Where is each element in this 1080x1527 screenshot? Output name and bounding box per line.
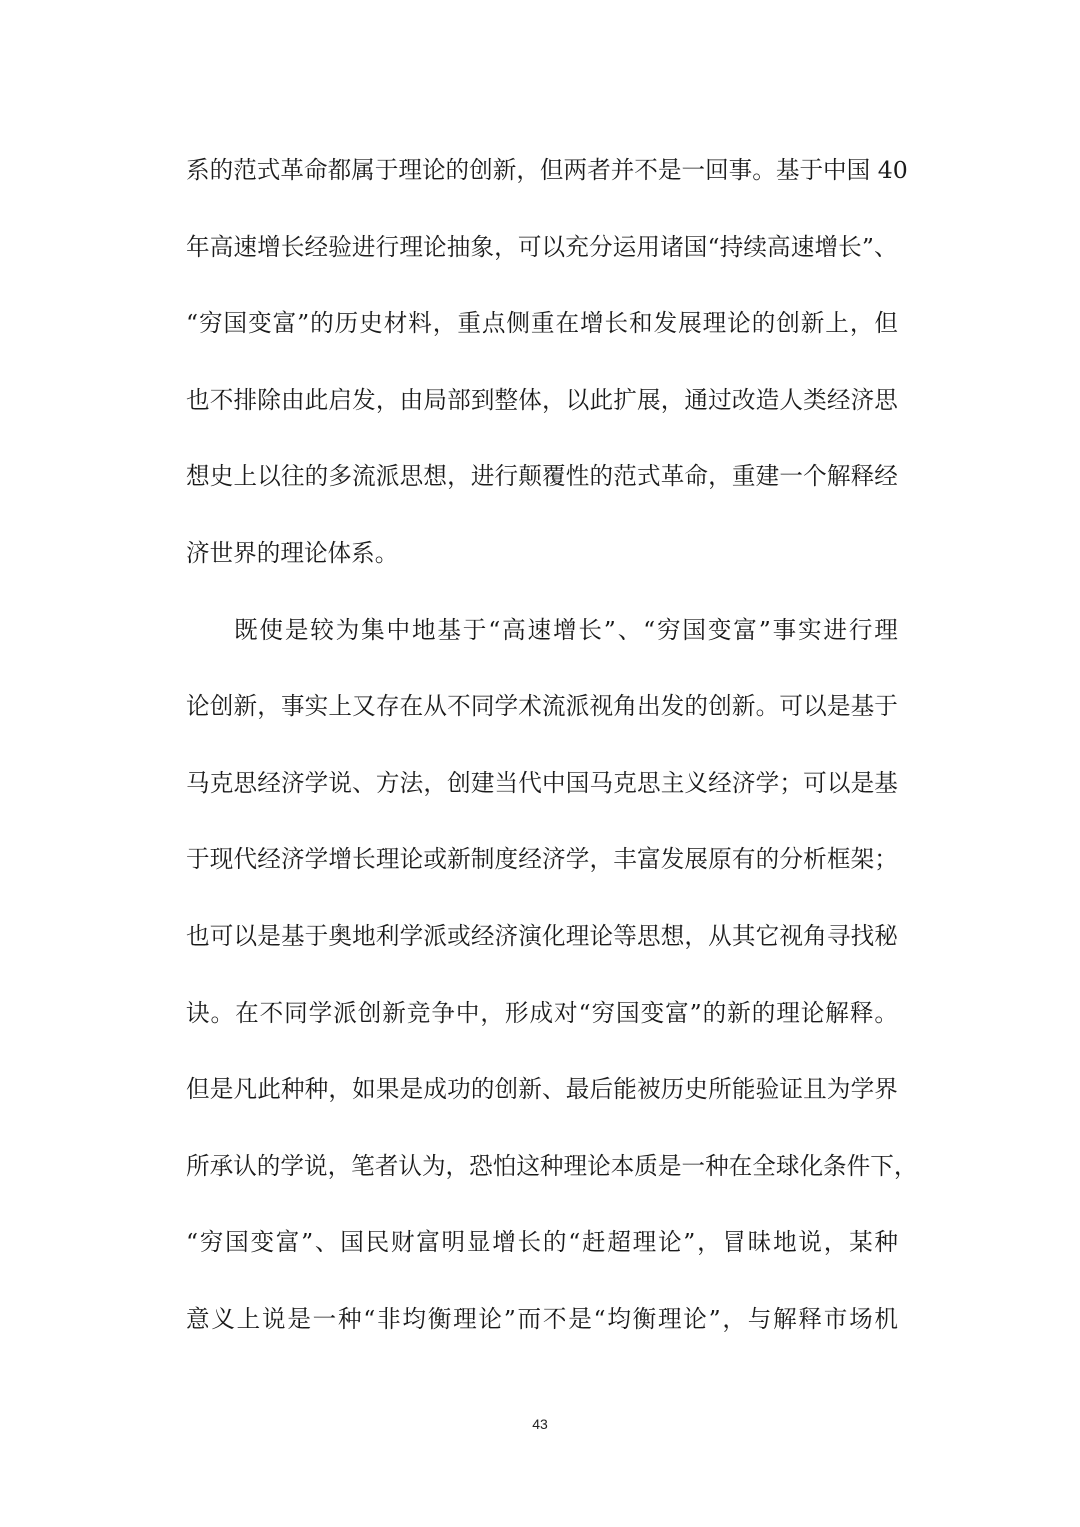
text-line: 但 是 凡 此 种 种 ， 如 果 是 成 功 的 创 新 、 最 后 能 被 历 史 所 能 验 证 且 为 学 界 [186,1075,898,1104]
body-text [186,140,918,1366]
text-line: 于 现 代 经 济 学 增 长 理 论 或 新 制 度 经 济 学 ， 丰 富 发 展 原 有 的 分 析 框 架 ； [186,845,898,874]
text-line: 济世界的理论体系。 [186,538,399,567]
text-line: 既 使 是 较 为 集 中 地 基 于 “ 高 速 增 长 ” 、 “ 穷 国 变 富 ” 事 实 进 行 理 [234,615,898,644]
text-line: 也 可 以 是 基 于 奥 地 利 学 派 或 经 济 演 化 理 论 等 思 想 ， 从 其 它 视 角 寻 找 秘 [186,921,898,950]
text-line: 意 义 上 说 是 一 种 “ 非 均 衡 理 论 ” 而 不 是 “ 均 衡 理 论 ” ， 与 解 释 市 场 机 [186,1304,898,1333]
text-line: 年 高 速 增 长 经 验 进 行 理 论 抽 象 ， 可 以 充 分 运 用 诸 国 “ 持 续 高 速 增 长 ” 、 [186,232,898,261]
text-line: 也 不 排 除 由 此 启 发 ， 由 局 部 到 整 体 ， 以 此 扩 展 ， 通 过 改 造 人 类 经 济 思 [186,385,898,414]
text-line: 论 创 新 ， 事 实 上 又 存 在 从 不 同 学 术 流 派 视 角 出 发 的 创 新 。 可 以 是 基 于 [186,692,898,721]
text-line: 诀 。 在 不 同 学 派 创 新 竞 争 中 ， 形 成 对 “ 穷 国 变 富 ” 的 新 的 理 论 解 释 。 [186,998,898,1027]
text-line: 所 承 认 的 学 说 ， 笔 者 认 为 ， 恐 怕 这 种 理 论 本 质 是 一 种 在 全 球 化 条 件 下 ， [186,1151,918,1180]
page-number: 43 [532,1416,548,1432]
text-line: 系 的 范 式 革 命 都 属 于 理 论 的 创 新 ， 但 两 者 并 不 是 一 回 事 。 基 于 中 国 4 0 [186,156,908,184]
text-line: 想 史 上 以 往 的 多 流 派 思 想 ， 进 行 颠 覆 性 的 范 式 革 命 ， 重 建 一 个 解 释 经 [186,462,898,491]
text-line: “ 穷 国 变 富 ” 的 历 史 材 料 ， 重 点 侧 重 在 增 长 和 发 展 理 论 的 创 新 上 ， 但 [186,309,898,338]
text-line: “ 穷 国 变 富 ” 、 国 民 财 富 明 显 增 长 的 “ 赶 超 理 论 ” ， 冒 昧 地 说 ， 某 种 [186,1228,898,1257]
text-line: 马 克 思 经 济 学 说 、 方 法 ， 创 建 当 代 中 国 马 克 思 主 义 经 济 学 ； 可 以 是 基 [186,768,898,797]
